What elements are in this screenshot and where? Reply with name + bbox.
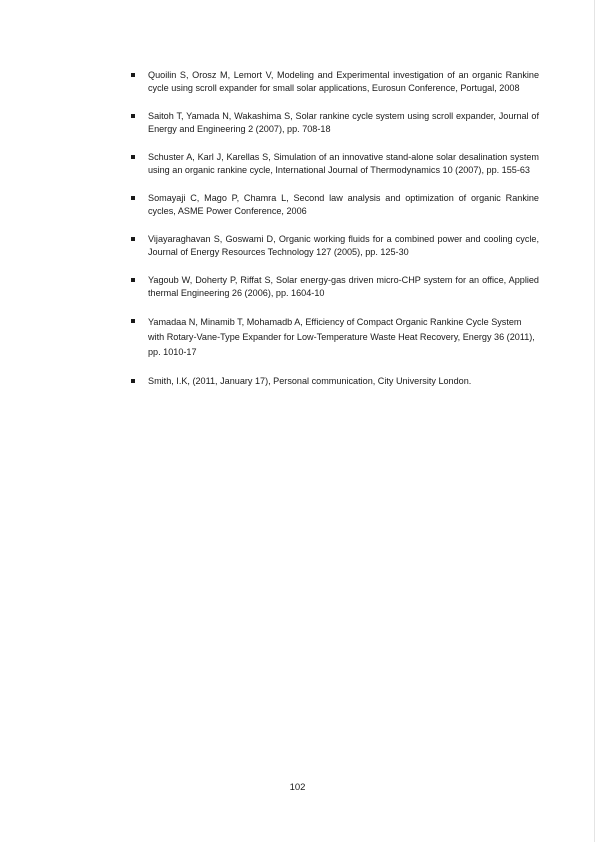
reference-item: [129, 69, 539, 95]
square-bullet-icon: [131, 73, 135, 77]
reference-text: Yagoub W, Doherty P, Riffat S, Solar energy-gas driven micro-CHP system for an office, Applied thermal Engineering 26 (2006), pp. 1604-10: [148, 275, 539, 298]
reference-list: [129, 69, 539, 388]
square-bullet-icon: [131, 237, 135, 241]
square-bullet-icon: [131, 319, 135, 323]
reference-text: Schuster A, Karl J, Karellas S, Simulation of an innovative stand-alone solar desalination system using an organic rankine cycle, International Journal of Thermodynamics 10 (2007), pp. 155-63: [148, 152, 539, 175]
square-bullet-icon: [131, 278, 135, 282]
reference-item: [129, 315, 539, 360]
square-bullet-icon: [131, 196, 135, 200]
reference-text: Quoilin S, Orosz M, Lemort V, Modeling and Experimental investigation of an organic Rankine cycle using scroll expander for small solar applications, Eurosun Conference, Portugal, 2008: [148, 70, 539, 93]
square-bullet-icon: [131, 155, 135, 159]
reference-item: [129, 233, 539, 259]
reference-item: [129, 274, 539, 300]
reference-item: [129, 151, 539, 177]
reference-text: Somayaji C, Mago P, Chamra L, Second law analysis and optimization of organic Rankine cycles, ASME Power Conference, 2006: [148, 193, 539, 216]
square-bullet-icon: [131, 379, 135, 383]
reference-item: [129, 110, 539, 136]
square-bullet-icon: [131, 114, 135, 118]
reference-item: [129, 192, 539, 218]
reference-text: Vijayaraghavan S, Goswami D, Organic working fluids for a combined power and cooling cycle, Journal of Energy Resources Technology 127 (2005), pp. 125-30: [148, 234, 539, 257]
reference-text: Yamadaa N, Minamib T, Mohamadb A, Efficiency of Compact Organic Rankine Cycle System with Rotary-Vane-Type Expander for Low-Temperature Waste Heat Recovery, Energy 36 (2011), pp. 1010-17: [148, 317, 535, 357]
reference-item: [129, 375, 539, 388]
reference-text: Saitoh T, Yamada N, Wakashima S, Solar rankine cycle system using scroll expander, Journal of Energy and Engineering 2 (2007), pp. 708-18: [148, 111, 539, 134]
page-number: 102: [289, 782, 306, 793]
reference-text: Smith, I.K, (2011, January 17), Personal communication, City University London.: [148, 376, 472, 386]
